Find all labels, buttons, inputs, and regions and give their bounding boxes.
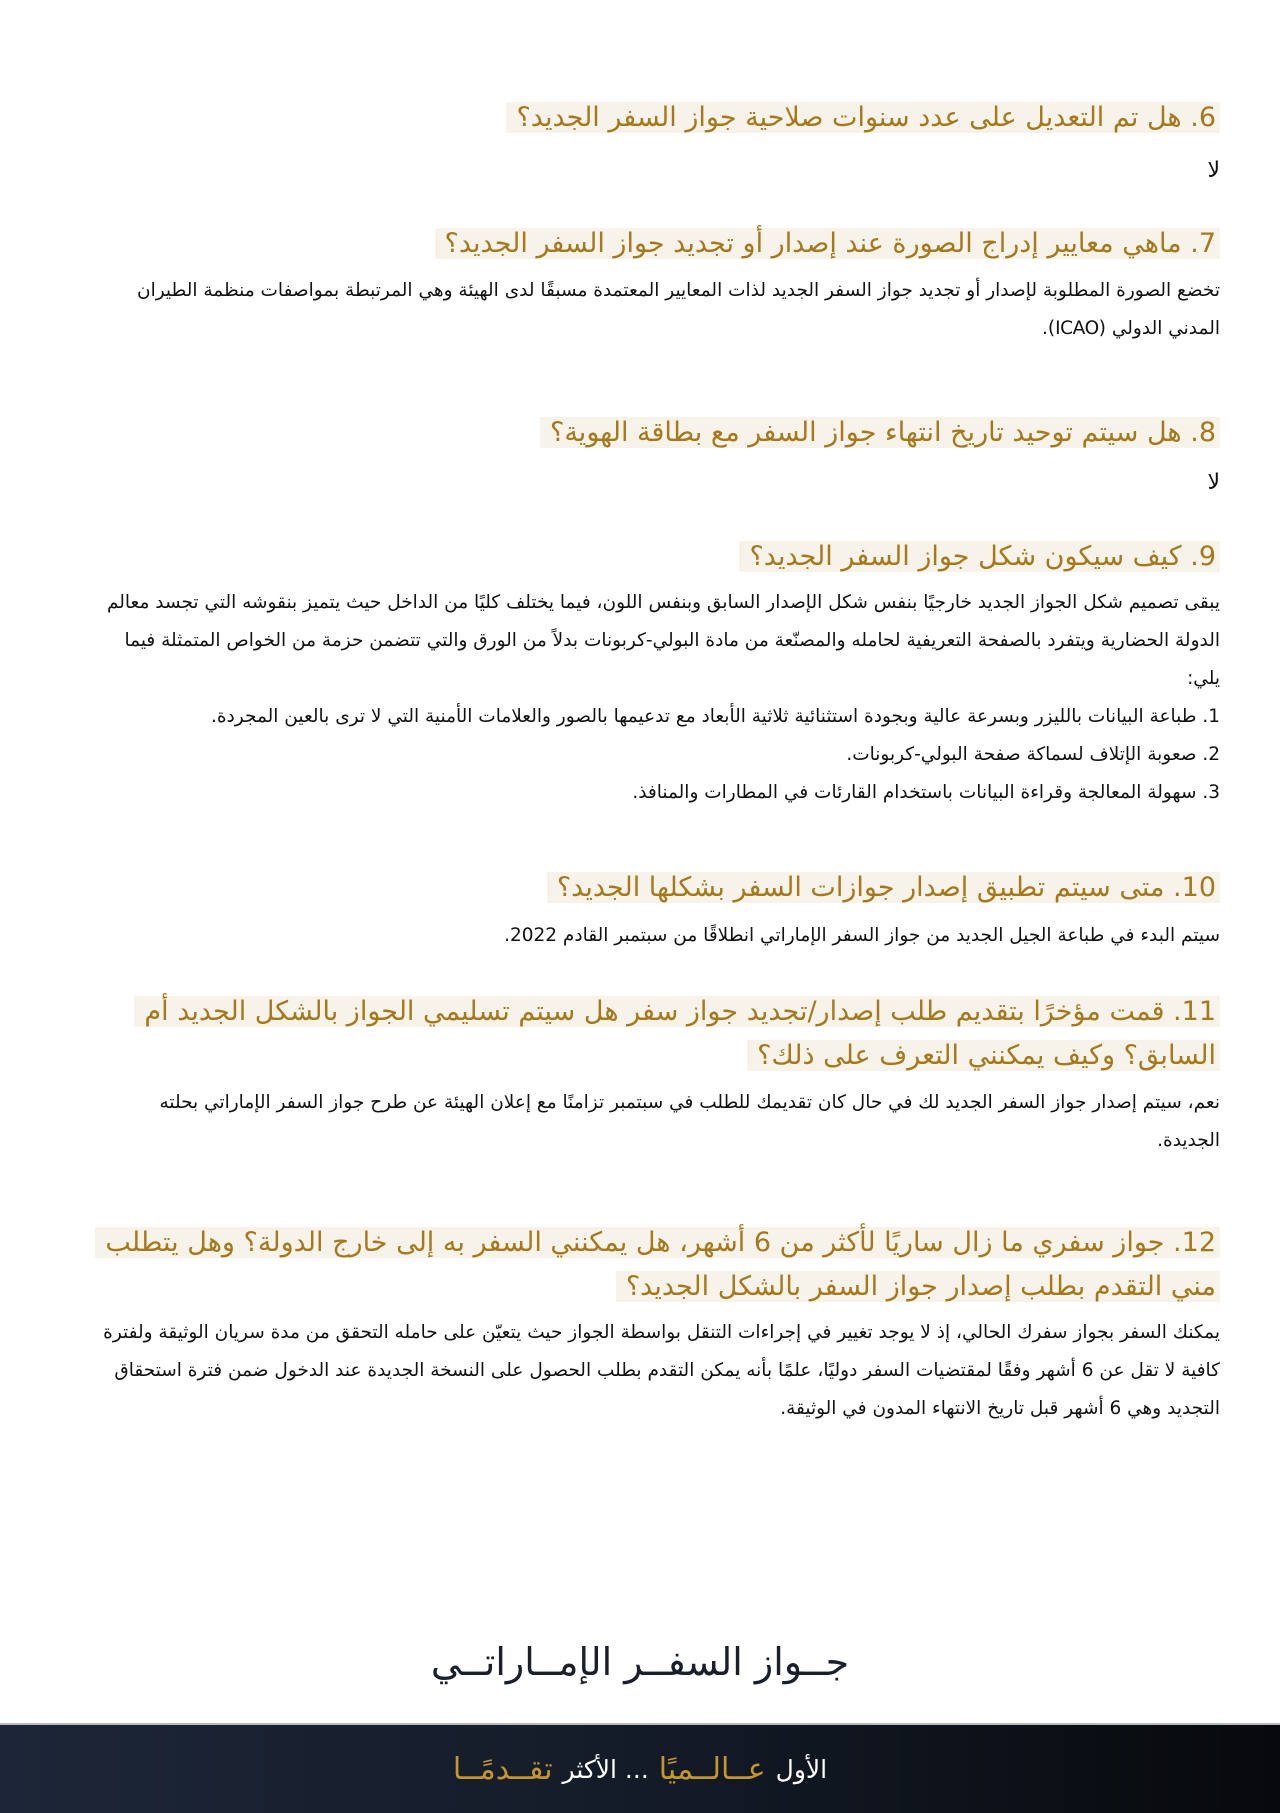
- faq-answer: نعم، سيتم إصدار جواز السفر الجديد لك في حال كان تقديمك للطلب في سبتمبر تزامنًا مع إعلان الهيئة عن طرح جواز السفر الإماراتي بحلته الجديدة.: [159, 1092, 1220, 1151]
- tagline-first: الأول: [775, 1754, 828, 1784]
- faq-question: 6. هل تم التعديل على عدد سنوات صلاحية جواز السفر الجديد؟: [95, 96, 1220, 140]
- tagline-separator: ... الأكثر: [562, 1754, 649, 1784]
- footer-brand: جــواز السفــر الإمــاراتــي: [430, 1640, 850, 1684]
- faq-answer: يمكنك السفر بجواز سفرك الحالي، إذ لا يوجد تغيير في إجراءات التنقل بواسطة الجواز حيث يتعيّن على حامله التحقق من مدة سريان الوثيقة ولفترة كافية لا تقل عن 6 أشهر وفقًا لمقتضيات السفر دوليًا، علمًا بأنه يمكن التقدم بطلب الحصول على النسخة الجديدة عند الدخول ضمن فترة استحقاق التجديد وهي 6 أشهر قبل تاريخ الانتهاء المدون في الوثيقة.: [103, 1322, 1220, 1419]
- tagline-second-highlight: تقــدمًــا: [452, 1751, 553, 1787]
- faq-answer: لا: [1207, 470, 1220, 495]
- faq-question: 11. قمت مؤخرًا بتقديم طلب إصدار/تجديد جواز سفر هل سيتم تسليمي الجواز بالشكل الجديد أم السابق؟ وكيف يمكنني التعرف على ذلك؟: [95, 990, 1220, 1078]
- faq-question: 8. هل سيتم توحيد تاريخ انتهاء جواز السفر مع بطاقة الهوية؟: [95, 411, 1220, 455]
- faq-answer: سيتم البدء في طباعة الجيل الجديد من جواز السفر الإماراتي انطلاقًا من سبتمبر القادم 2022.: [504, 925, 1220, 946]
- faq-question: 9. كيف سيكون شكل جواز السفر الجديد؟: [95, 535, 1220, 579]
- faq-question: 7. ماهي معايير إدراج الصورة عند إصدار أو تجديد جواز السفر الجديد؟: [95, 222, 1220, 266]
- faq-answer: تخضع الصورة المطلوبة لإصدار أو تجديد جواز السفر الجديد لذات المعايير المعتمدة مسبقًا لدى الهيئة وهي المرتبطة بمواصفات منظمة الطيران المدني الدولي (ICAO).: [137, 280, 1220, 339]
- faq-question: 12. جواز سفري ما زال ساريًا لأكثر من 6 أشهر، هل يمكنني السفر به إلى خارج الدولة؟ وهل يتطلب مني التقدم بطلب إصدار جواز السفر بالشكل الجديد؟: [95, 1221, 1220, 1309]
- footer-tagline-bar: [0, 1723, 1280, 1813]
- faq-question: 10. متى سيتم تطبيق إصدار جوازات السفر بشكلها الجديد؟: [95, 866, 1220, 910]
- faq-answer: يبقى تصميم شكل الجواز الجديد خارجيًا بنفس شكل الإصدار السابق وبنفس اللون، فيما يختلف كليًا من الداخل حيث يتميز بنقوشه التي تجسد معالم الدولة الحضارية ويتفرد بالصفحة التعريفية لحامله والمصنّعة من مادة البولي-كربونات بدلاً من الورق والتي تتضمن حزمة من الخواص المتمثلة فيما يلي: 1. طباعة البيانات بالليزر وبسرعة عالية وبجودة استثنائية ثلاثية الأبعاد مع تدعيمها بالصور والعلامات الأمنية التي لا ترى بالعين المجردة. 2. صعوبة الإتلاف لسماكة صفحة البولي-كربونات. 3. سهولة المعالجة وقراءة البيانات باستخدام القارئات في المطارات والمنافذ.: [106, 592, 1220, 803]
- tagline-first-highlight: عــالــميًا: [658, 1751, 766, 1787]
- faq-answer: لا: [1207, 158, 1220, 183]
